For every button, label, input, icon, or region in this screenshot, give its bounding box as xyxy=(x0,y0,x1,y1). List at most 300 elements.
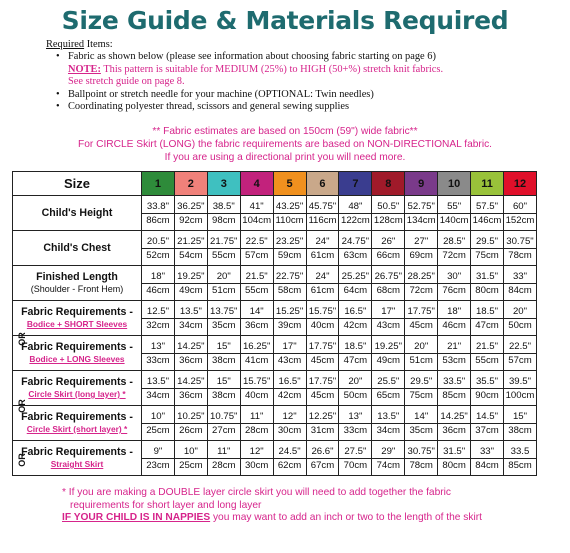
table-cell xyxy=(306,196,339,231)
cell-inches: 17" xyxy=(372,305,404,319)
cell-inches: 18" xyxy=(438,305,470,319)
cell-cm: 38cm xyxy=(212,389,236,401)
cell-cm: 46cm xyxy=(442,319,466,331)
footer-notes xyxy=(62,487,552,525)
table-cell xyxy=(372,371,405,406)
size-header-cell: 12 xyxy=(503,172,536,196)
cell-cm: 40cm xyxy=(310,319,335,331)
size-table xyxy=(12,171,537,476)
table-cell xyxy=(438,196,471,231)
cell-inches: 24.5" xyxy=(274,445,306,459)
table-cell xyxy=(273,266,306,301)
cell-cm: 52cm xyxy=(146,249,170,261)
cell-cm: 47cm xyxy=(343,354,368,366)
table-cell xyxy=(306,371,339,406)
required-item-thread: • Coordinating polyester thread, scissors and general sewing supplies xyxy=(68,101,561,113)
cell-inches: 13.5" xyxy=(175,305,207,319)
cell-cm: 128cm xyxy=(373,214,403,226)
table-cell xyxy=(503,266,536,301)
cell-inches: 10" xyxy=(175,445,207,459)
cell-inches: 13.5" xyxy=(372,410,404,424)
cell-cm: 36cm xyxy=(179,354,203,366)
cell-cm: 53cm xyxy=(442,354,466,366)
cell-inches: 19.25" xyxy=(372,340,404,354)
cell-inches: 45.75" xyxy=(307,200,339,214)
size-header-cell: 2 xyxy=(174,172,207,196)
size-header-cell: 9 xyxy=(405,172,438,196)
table-cell xyxy=(273,406,306,441)
row-label-text: Finished Length xyxy=(36,271,118,283)
cell-cm: 34cm xyxy=(376,424,401,436)
cell-cm: 57cm xyxy=(244,249,269,261)
stretch-note xyxy=(46,64,561,76)
table-cell xyxy=(405,196,438,231)
table-cell xyxy=(339,231,372,266)
cell-cm: 49cm xyxy=(376,354,401,366)
table-cell xyxy=(174,406,207,441)
cell-inches: 15" xyxy=(208,375,240,389)
table-cell xyxy=(207,371,240,406)
table-cell xyxy=(240,196,273,231)
table-cell xyxy=(273,301,306,336)
table-cell xyxy=(503,301,536,336)
size-header-cell: 11 xyxy=(471,172,504,196)
cell-inches: 33.5" xyxy=(438,375,470,389)
cell-inches: 55" xyxy=(438,200,470,214)
cell-cm: 33cm xyxy=(146,354,170,366)
cell-inches: 19.25" xyxy=(175,270,207,284)
table-row xyxy=(13,441,537,476)
table-cell xyxy=(503,231,536,266)
cell-inches: 16.5" xyxy=(339,305,371,319)
table-cell xyxy=(142,301,175,336)
cell-inches: 13.75" xyxy=(208,305,240,319)
cell-cm: 32cm xyxy=(146,319,170,331)
cell-cm: 42cm xyxy=(277,389,302,401)
cell-inches: 30" xyxy=(438,270,470,284)
cell-inches: 24" xyxy=(307,270,339,284)
row-label xyxy=(13,266,142,301)
cell-cm: 55cm xyxy=(244,284,269,296)
cell-cm: 72cm xyxy=(442,249,466,261)
cell-cm: 47cm xyxy=(475,319,499,331)
cell-cm: 67cm xyxy=(310,459,335,471)
cell-cm: 110cm xyxy=(275,214,304,226)
cell-inches: 25.25" xyxy=(339,270,371,284)
table-cell xyxy=(207,441,240,476)
cell-cm: 134cm xyxy=(406,214,436,226)
estimate-line-2: For CIRCLE Skirt (LONG) the fabric requirements are based on NON-DIRECTIONAL fabric. xyxy=(77,139,493,150)
cell-cm: 78cm xyxy=(409,459,433,471)
cell-cm: 30cm xyxy=(277,424,302,436)
cell-inches: 16.5" xyxy=(274,375,306,389)
row-label-fabric-part: Straight Skirt xyxy=(50,459,104,469)
cell-inches: 20.5" xyxy=(142,235,174,249)
table-cell xyxy=(339,336,372,371)
cell-inches: 41" xyxy=(241,200,273,214)
cell-cm: 46cm xyxy=(146,284,170,296)
cell-inches: 33.5 xyxy=(504,445,536,459)
table-cell xyxy=(273,231,306,266)
row-label-fabric-part: Bodice + LONG Sleeves xyxy=(29,354,125,364)
cell-cm: 61cm xyxy=(310,249,335,261)
cell-cm: 30cm xyxy=(244,459,269,471)
row-label xyxy=(13,371,142,406)
table-cell xyxy=(273,441,306,476)
cell-inches: 43.25" xyxy=(274,200,306,214)
cell-cm: 140cm xyxy=(439,214,469,226)
size-header-cell: 4 xyxy=(240,172,273,196)
cell-inches: 14.5" xyxy=(471,410,503,424)
cell-cm: 23cm xyxy=(146,459,170,471)
table-cell xyxy=(405,371,438,406)
table-cell xyxy=(240,441,273,476)
cell-cm: 85cm xyxy=(442,389,466,401)
cell-inches: 17.75" xyxy=(307,375,339,389)
table-cell xyxy=(273,371,306,406)
cell-inches: 10" xyxy=(142,410,174,424)
table-cell xyxy=(142,371,175,406)
cell-inches: 14.25" xyxy=(175,375,207,389)
table-cell xyxy=(503,336,536,371)
table-cell xyxy=(142,266,175,301)
table-cell xyxy=(405,406,438,441)
cell-inches: 29" xyxy=(372,445,404,459)
size-header-cell: 10 xyxy=(438,172,471,196)
table-cell xyxy=(503,196,536,231)
cell-inches: 20" xyxy=(208,270,240,284)
table-cell xyxy=(438,371,471,406)
table-cell xyxy=(174,301,207,336)
cell-cm: 50cm xyxy=(508,319,532,331)
cell-cm: 74cm xyxy=(376,459,401,471)
table-cell xyxy=(306,231,339,266)
table-cell xyxy=(207,406,240,441)
size-header-cell: 6 xyxy=(306,172,339,196)
table-cell xyxy=(240,336,273,371)
footer-line-1: * If you are making a DOUBLE layer circle skirt you will need to add together the fabric xyxy=(62,487,452,498)
cell-cm: 66cm xyxy=(376,249,401,261)
table-cell xyxy=(471,266,504,301)
table-cell xyxy=(438,301,471,336)
cell-cm: 146cm xyxy=(472,214,502,226)
table-cell xyxy=(372,441,405,476)
cell-inches: 16.25" xyxy=(241,340,273,354)
cell-cm: 38cm xyxy=(212,354,236,366)
cell-cm: 152cm xyxy=(505,214,535,226)
cell-inches: 25.5" xyxy=(372,375,404,389)
table-cell xyxy=(372,301,405,336)
cell-inches: 50.5" xyxy=(372,200,404,214)
table-cell xyxy=(207,336,240,371)
cell-cm: 25cm xyxy=(179,459,203,471)
cell-cm: 68cm xyxy=(376,284,401,296)
cell-cm: 64cm xyxy=(343,284,368,296)
table-cell xyxy=(471,196,504,231)
table-cell xyxy=(471,231,504,266)
cell-inches: 35.5" xyxy=(471,375,503,389)
table-cell xyxy=(174,371,207,406)
row-label-text: Fabric Requirements - xyxy=(21,411,133,423)
cell-inches: 14" xyxy=(405,410,437,424)
estimate-line-1: ** Fabric estimates are based on 150cm (59") wide fabric** xyxy=(152,126,418,137)
cell-cm: 37cm xyxy=(475,424,499,436)
cell-cm: 43cm xyxy=(277,354,302,366)
footer-line-3: you may want to add an inch or two to the length of the skirt xyxy=(210,512,482,524)
table-cell xyxy=(174,196,207,231)
cell-cm: 72cm xyxy=(409,284,433,296)
cell-cm: 63cm xyxy=(343,249,368,261)
table-cell xyxy=(372,266,405,301)
size-header-cell: 1 xyxy=(142,172,175,196)
required-item-fabric: • Fabric as shown below (please see information about choosing fabric starting on page 6) xyxy=(68,51,561,63)
row-label-text: Fabric Requirements - xyxy=(21,376,133,388)
cell-inches: 12.25" xyxy=(307,410,339,424)
cell-inches: 33" xyxy=(504,270,536,284)
cell-inches: 23.25" xyxy=(274,235,306,249)
cell-cm: 36cm xyxy=(442,424,466,436)
cell-cm: 85cm xyxy=(508,459,532,471)
cell-inches: 38.5" xyxy=(208,200,240,214)
table-cell xyxy=(405,336,438,371)
cell-cm: 38cm xyxy=(508,424,532,436)
table-row xyxy=(13,266,537,301)
cell-inches: 15" xyxy=(504,410,536,424)
table-cell xyxy=(372,231,405,266)
cell-cm: 90cm xyxy=(475,389,499,401)
table-cell xyxy=(306,336,339,371)
cell-inches: 22.5" xyxy=(504,340,536,354)
table-cell xyxy=(142,336,175,371)
cell-cm: 62cm xyxy=(277,459,302,471)
table-cell xyxy=(142,196,175,231)
cell-inches: 14.25" xyxy=(175,340,207,354)
cell-cm: 49cm xyxy=(179,284,203,296)
cell-inches: 18" xyxy=(142,270,174,284)
table-cell xyxy=(306,406,339,441)
cell-inches: 39.5" xyxy=(504,375,536,389)
size-header-label: Size xyxy=(13,172,142,196)
size-header-cell: 3 xyxy=(207,172,240,196)
row-label-text: Fabric Requirements - xyxy=(21,446,133,458)
cell-cm: 28cm xyxy=(212,459,236,471)
cell-cm: 59cm xyxy=(277,249,302,261)
table-cell xyxy=(438,266,471,301)
row-label xyxy=(13,406,142,441)
table-row xyxy=(13,336,537,371)
cell-cm: 41cm xyxy=(244,354,269,366)
cell-cm: 26cm xyxy=(179,424,203,436)
table-cell xyxy=(306,266,339,301)
cell-cm: 45cm xyxy=(310,389,335,401)
cell-inches: 15.75" xyxy=(307,305,339,319)
table-cell xyxy=(503,406,536,441)
or-label-3: OR xyxy=(17,453,27,467)
table-cell xyxy=(372,196,405,231)
table-cell xyxy=(438,441,471,476)
cell-inches: 36.25" xyxy=(175,200,207,214)
cell-cm: 45cm xyxy=(409,319,433,331)
cell-cm: 122cm xyxy=(340,214,370,226)
cell-inches: 28.25" xyxy=(405,270,437,284)
cell-inches: 27.5" xyxy=(339,445,371,459)
cell-inches: 27" xyxy=(405,235,437,249)
page-title: Size Guide & Materials Required xyxy=(61,6,509,35)
table-cell xyxy=(339,301,372,336)
table-cell xyxy=(240,301,273,336)
cell-cm: 57cm xyxy=(508,354,532,366)
cell-inches: 22.5" xyxy=(241,235,273,249)
cell-inches: 30.75" xyxy=(504,235,536,249)
cell-inches: 60" xyxy=(504,200,536,214)
row-label-text: Fabric Requirements - xyxy=(21,306,133,318)
table-cell xyxy=(372,336,405,371)
cell-inches: 29.5" xyxy=(405,375,437,389)
cell-inches: 30.75" xyxy=(405,445,437,459)
estimate-line-3: If you are using a directional print you will need more. xyxy=(164,152,406,163)
table-row xyxy=(13,231,537,266)
cell-inches: 12" xyxy=(241,445,273,459)
cell-inches: 48" xyxy=(339,200,371,214)
table-cell xyxy=(339,371,372,406)
cell-cm: 65cm xyxy=(376,389,401,401)
cell-inches: 33.8" xyxy=(142,200,174,214)
cell-cm: 54cm xyxy=(179,249,203,261)
cell-cm: 42cm xyxy=(343,319,368,331)
table-cell xyxy=(142,231,175,266)
cell-inches: 17.75" xyxy=(307,340,339,354)
table-cell xyxy=(306,441,339,476)
row-label xyxy=(13,336,142,371)
cell-cm: 50cm xyxy=(343,389,368,401)
row-label-fabric-part: Bodice + SHORT Sleeves xyxy=(26,319,128,329)
required-item-needle: • Ballpoint or stretch needle for your machine (OPTIONAL: Twin needles) xyxy=(68,89,561,101)
cell-cm: 86cm xyxy=(146,214,170,226)
cell-inches: 14.25" xyxy=(438,410,470,424)
or-label-2: OR xyxy=(17,399,27,413)
table-cell xyxy=(174,336,207,371)
table-cell xyxy=(405,301,438,336)
cell-inches: 33" xyxy=(471,445,503,459)
table-cell xyxy=(142,441,175,476)
table-cell xyxy=(207,196,240,231)
table-cell xyxy=(174,266,207,301)
cell-cm: 76cm xyxy=(442,284,466,296)
cell-inches: 21.5" xyxy=(471,340,503,354)
cell-inches: 21.5" xyxy=(241,270,273,284)
cell-cm: 51cm xyxy=(212,284,236,296)
cell-cm: 70cm xyxy=(343,459,368,471)
cell-inches: 57.5" xyxy=(471,200,503,214)
cell-inches: 14" xyxy=(241,305,273,319)
required-items-section xyxy=(46,39,561,113)
table-cell xyxy=(471,441,504,476)
cell-inches: 11" xyxy=(241,410,273,424)
nappies-label: IF YOUR CHILD IS IN NAPPIES xyxy=(62,512,211,524)
fabric-estimate-notes xyxy=(0,125,570,164)
table-cell xyxy=(339,196,372,231)
cell-inches: 10.25" xyxy=(175,410,207,424)
cell-cm: 104cm xyxy=(242,214,272,226)
table-cell xyxy=(438,231,471,266)
table-row xyxy=(13,196,537,231)
cell-cm: 75cm xyxy=(409,389,433,401)
footer-line-2: requirements for short layer and long layer xyxy=(70,499,262,511)
table-cell xyxy=(142,406,175,441)
table-cell xyxy=(240,231,273,266)
table-cell xyxy=(273,196,306,231)
table-cell xyxy=(471,406,504,441)
row-label-fabric-part: Circle Skirt (long layer) * xyxy=(28,389,126,399)
cell-cm: 55cm xyxy=(212,249,236,261)
row-label xyxy=(13,196,142,231)
stretch-note-line2: See stretch guide on page 8. xyxy=(68,76,185,88)
size-header-cell: 7 xyxy=(339,172,372,196)
cell-cm: 28cm xyxy=(244,424,269,436)
row-label xyxy=(13,231,142,266)
table-cell xyxy=(438,336,471,371)
table-cell xyxy=(372,406,405,441)
table-cell xyxy=(339,266,372,301)
table-cell xyxy=(207,266,240,301)
row-label xyxy=(13,301,142,336)
cell-cm: 84cm xyxy=(508,284,532,296)
size-header-cell: 8 xyxy=(372,172,405,196)
table-cell xyxy=(207,231,240,266)
cell-cm: 34cm xyxy=(146,389,170,401)
cell-cm: 27cm xyxy=(212,424,236,436)
cell-inches: 17" xyxy=(274,340,306,354)
cell-cm: 116cm xyxy=(308,214,337,226)
row-label-text: Child's Height xyxy=(41,207,113,219)
table-cell xyxy=(438,406,471,441)
cell-inches: 24.75" xyxy=(339,235,371,249)
cell-cm: 78cm xyxy=(508,249,532,261)
table-cell xyxy=(240,266,273,301)
cell-cm: 51cm xyxy=(409,354,433,366)
cell-inches: 12" xyxy=(274,410,306,424)
cell-inches: 31.5" xyxy=(471,270,503,284)
table-cell xyxy=(240,371,273,406)
table-cell xyxy=(405,266,438,301)
cell-inches: 11" xyxy=(208,445,240,459)
cell-cm: 55cm xyxy=(475,354,499,366)
cell-inches: 52.75" xyxy=(405,200,437,214)
table-cell xyxy=(471,371,504,406)
cell-cm: 25cm xyxy=(146,424,170,436)
cell-inches: 15.25" xyxy=(274,305,306,319)
cell-inches: 29.5" xyxy=(471,235,503,249)
table-cell xyxy=(471,301,504,336)
table-row xyxy=(13,301,537,336)
table-cell xyxy=(405,231,438,266)
cell-inches: 18.5" xyxy=(471,305,503,319)
row-label-subtext: (Shoulder - Front Hem) xyxy=(30,284,124,294)
note-text: This pattern is suitable for MEDIUM (25%) to HIGH (50+%) stretch knit fabrics. xyxy=(100,63,444,75)
table-cell xyxy=(405,441,438,476)
cell-inches: 26" xyxy=(372,235,404,249)
cell-cm: 40cm xyxy=(244,389,269,401)
cell-cm: 75cm xyxy=(475,249,499,261)
cell-cm: 31cm xyxy=(310,424,335,436)
required-heading: Required xyxy=(46,39,85,50)
cell-cm: 58cm xyxy=(277,284,302,296)
table-row xyxy=(13,371,537,406)
cell-cm: 80cm xyxy=(442,459,466,471)
table-cell xyxy=(503,371,536,406)
cell-inches: 21.25" xyxy=(175,235,207,249)
cell-inches: 20" xyxy=(339,375,371,389)
